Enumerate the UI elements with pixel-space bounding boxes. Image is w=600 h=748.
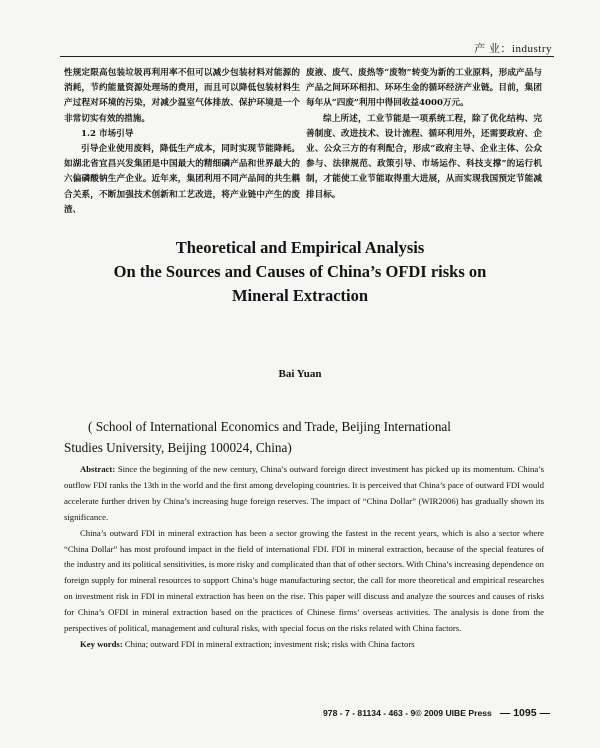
right-paragraph-2: 综上所述，工业节能是一项系统工程，除了优化结构、完善制度、改进技术、设计流程、循环利用外，还需要政府、企业、公众三方的有利配合，形成“政府主导、企业主体、公众参与、法律规范、政策引导、市场运作、科技支撑”的运行机制，才能使工业节能取得重大进展，从而实现我国预定节能减排目标。 [306,113,542,200]
abstract-text-1: Since the beginning of the new century, China’s outward foreign direct investment has picked up its momentum. China’s outflow FDI ranks the 13th in the world and the first among developing countries. It is perceived that China’s pace of outward FDI would accelerate further driven by China’s increasing huge foreign reserves. The impact of “China Dollar” (WIR2006) has gradually shown its significance. [64,464,545,522]
abstract-paragraph-1 [64,462,544,526]
keywords-text: China; outward FDI in mineral extraction; investment risk; risks with China factors [124,638,415,649]
paper-title [0,236,600,308]
page-number: — 1095 — [499,707,550,719]
title-line-3: Mineral Extraction [231,286,369,305]
right-column [306,66,542,203]
left-column [64,66,300,218]
title-line-1: Theoretical and Empirical Analysis [175,238,425,257]
affiliation [64,416,542,458]
abstract-label: Abstract: [80,464,116,474]
author-name: Bai Yuan [278,368,322,380]
left-paragraph-2: 引导企业使用废料，降低生产成本，同时实现节能降耗。如湖北省宜昌兴发集团是中国最大的精细磷产品和世界最大的六偏磷酸钠生产企业。近年来，集团利用不同产品间的共生耦合关系，不断加强技术创新和工艺改进，将产业链中产生的废渣、 [64,144,300,215]
title-line-2: On the Sources and Causes of China’s OFDI risks on [113,262,487,281]
abstract-block [64,462,544,653]
left-paragraph-1: 性规定限高包装垃圾再利用率不但可以减少包装材料对能源的消耗，节约能量资源处理场的费用，而且可以降低包装材料生产过程对环境的污染，对减少温室气体排放、保护环境是一个非常切实有效的措施。 [64,68,300,124]
footer-isbn: 978 - 7 - 81134 - 463 - 9© 2009 UIBE Press [323,708,492,718]
running-header: 产 业：industry [474,43,552,55]
affiliation-line-1: ( School of International Economics and Trade, Beijing International [88,419,451,434]
abstract-paragraph-2: China’s outward FDI in mineral extraction has been a sector growing the fastest in the recent years, which is also a sector where “China Dollar” has most profound impact in the field of international FDI. FDI in mineral extraction, because of the special features of the industry and its political sensitivities, is more risky and complicated than that of other sectors. With China’s increasing dependence on foreign supply for mineral resources to support China’s huge manufacturing sector, the call for more theoretical and empirical researches on investment risk in FDI in mineral extraction has been on the rise. This paper will discuss and analyze the sources and causes of risks for China’s OFDI in mineral extraction based on the practices of Chinese firms’ overseas activities. The analysis is done from the perspectives of political, management and cultural risks, with special focus on the risks related with China factors. [64,527,544,634]
keywords-label: Key words: [80,638,123,649]
header-rule [60,56,554,57]
affiliation-line-2: Studies University, Beijing 100024, China) [64,440,292,455]
keywords-line [64,637,544,653]
page-footer [323,707,550,719]
right-paragraph-1: 废液、废气、废热等“废物”转变为新的工业原料，形成产品与产品之间环环相扣、环环生金的循环经济产业链。目前，集团每年从“四废”利用中得回收益4000万元。 [306,68,542,109]
section-heading: 1.2 市场引导 [81,128,134,139]
